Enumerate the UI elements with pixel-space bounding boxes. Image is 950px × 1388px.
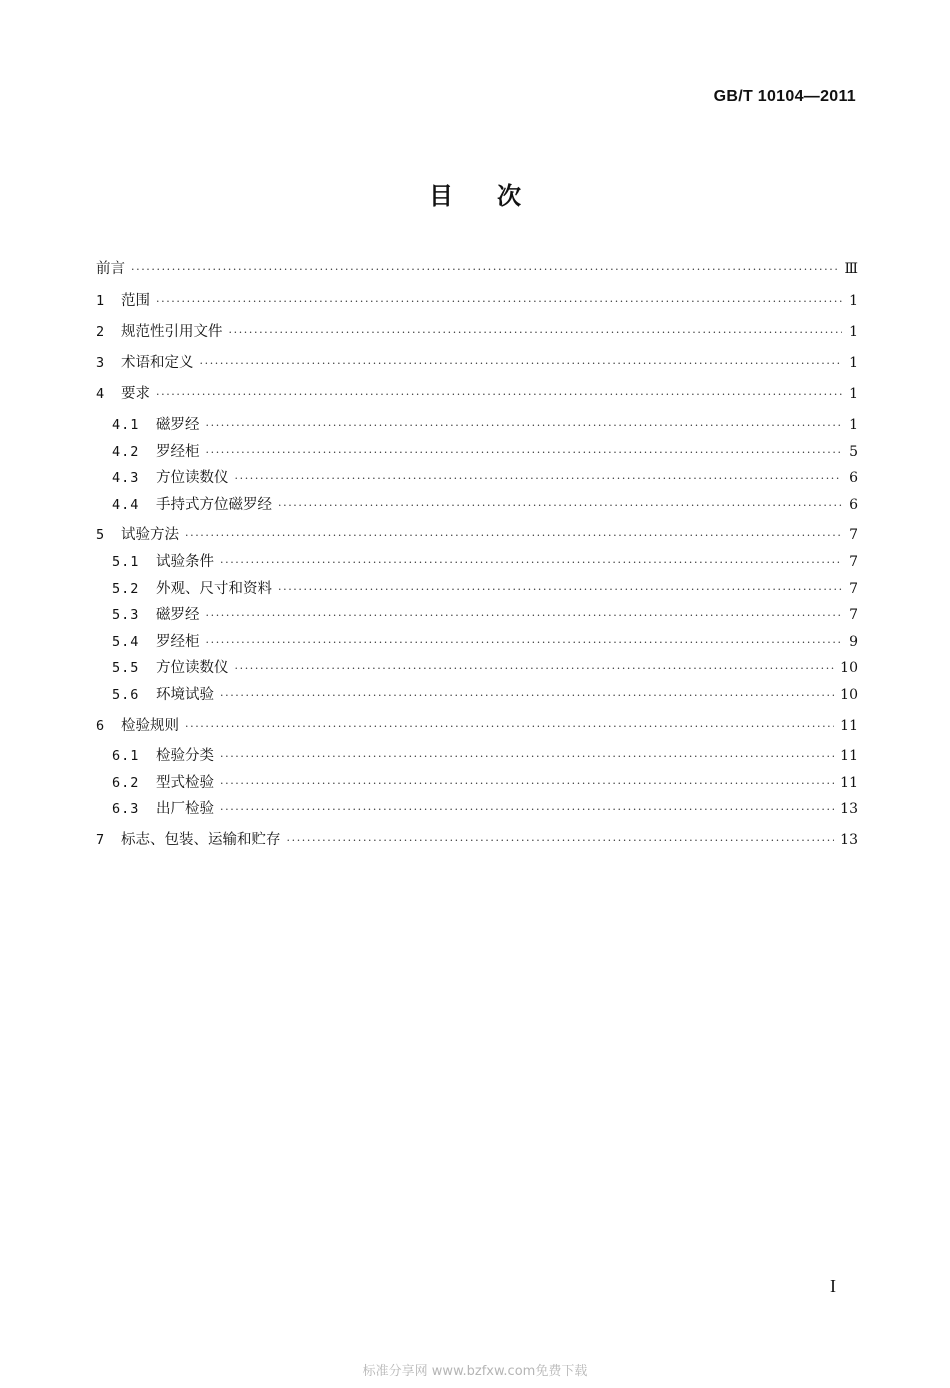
toc-entry-number: 5.6 (112, 687, 140, 703)
toc-entry-number: 6.3 (112, 801, 140, 817)
toc-entry[interactable] (96, 828, 858, 854)
toc-entry[interactable] (96, 523, 858, 549)
watermark-text: 标准分享网 www.bzfxw.com免费下载 (362, 1364, 588, 1379)
toc-entry-page: 7 (849, 527, 858, 543)
toc-entry-number: 4.2 (112, 444, 140, 460)
page-title: 目次 (429, 182, 565, 210)
toc-entry-label: 方位读数仪 (156, 470, 229, 486)
toc-entry-page: 13 (840, 801, 858, 817)
toc-entry-label: 方位读数仪 (156, 660, 229, 676)
toc-leader-dots (278, 499, 842, 512)
toc-entry-page: 1 (849, 324, 858, 340)
toc-entry-label: 术语和定义 (121, 355, 194, 371)
toc-entry-number: 6.2 (112, 775, 140, 791)
toc-entry-page: 1 (849, 355, 858, 371)
toc-entry[interactable] (112, 744, 858, 770)
toc-entry[interactable] (96, 351, 858, 377)
toc-entry-label: 标志、包装、运输和贮存 (121, 832, 281, 848)
toc-entry[interactable] (112, 493, 858, 519)
toc-entry-label: 前言 (96, 261, 125, 277)
toc-leader-dots (229, 326, 843, 339)
toc-entry-label: 罗经柜 (156, 634, 200, 650)
toc-entry-page: 6 (849, 497, 858, 513)
toc-leader-dots (220, 750, 834, 763)
toc-leader-dots (220, 777, 834, 790)
toc-entry[interactable] (112, 577, 858, 603)
toc-entry-number: 6.1 (112, 748, 140, 764)
toc-entry[interactable] (112, 440, 858, 466)
toc-leader-dots (220, 556, 842, 569)
toc-entry-number: 5.5 (112, 660, 140, 676)
toc-entry-label: 手持式方位磁罗经 (156, 497, 272, 513)
toc-entry[interactable] (96, 320, 858, 346)
toc-entry-label: 试验方法 (121, 527, 179, 543)
toc-entry[interactable] (112, 413, 858, 439)
toc-leader-dots (206, 446, 843, 459)
toc-entry-label: 试验条件 (156, 554, 214, 570)
toc-entry[interactable] (112, 683, 858, 709)
toc-entry-page: Ⅲ (844, 261, 858, 277)
toc-entry-label: 出厂检验 (156, 801, 214, 817)
toc-leader-dots (200, 357, 843, 370)
toc-entry-page: 5 (849, 444, 858, 460)
toc-entry[interactable] (112, 771, 858, 797)
toc-entry-number: 4.4 (112, 497, 140, 513)
toc-entry-page: 1 (849, 293, 858, 309)
toc-entry[interactable] (96, 382, 858, 408)
toc-entry-number: 5 (96, 527, 105, 543)
toc-entry-number: 4.1 (112, 417, 140, 433)
toc-entry[interactable] (96, 257, 858, 283)
toc-entry-number: 5.1 (112, 554, 140, 570)
toc-leader-dots (206, 419, 843, 432)
toc-leader-dots (131, 263, 838, 276)
toc-entry[interactable] (112, 797, 858, 823)
toc-entry-label: 规范性引用文件 (121, 324, 223, 340)
toc-entry-page: 11 (840, 718, 858, 734)
toc-leader-dots (220, 803, 834, 816)
toc-entry-number: 4 (96, 386, 105, 402)
toc-entry-page: 11 (840, 748, 858, 764)
toc-entry-number: 3 (96, 355, 105, 371)
toc-entry-label: 型式检验 (156, 775, 214, 791)
standard-code: GB/T 10104—2011 (713, 88, 856, 105)
toc-entry-label: 环境试验 (156, 687, 214, 703)
toc-leader-dots (185, 529, 842, 542)
toc-entry-number: 2 (96, 324, 105, 340)
toc-entry-page: 7 (849, 581, 858, 597)
toc-entry-number: 4.3 (112, 470, 140, 486)
toc-entry-label: 检验分类 (156, 748, 214, 764)
toc-entry-label: 检验规则 (121, 718, 179, 734)
toc-entry-number: 1 (96, 293, 105, 309)
toc-entry-label: 磁罗经 (156, 417, 200, 433)
toc-leader-dots (206, 609, 843, 622)
toc-leader-dots (287, 834, 835, 847)
toc-entry-number: 7 (96, 832, 105, 848)
toc-entry-number: 6 (96, 718, 105, 734)
toc-entry-page: 7 (849, 607, 858, 623)
toc-entry[interactable] (112, 656, 858, 682)
toc-leader-dots (278, 583, 842, 596)
toc-entry[interactable] (96, 714, 858, 740)
toc-entry-number: 5.3 (112, 607, 140, 623)
toc-entry-page: 6 (849, 470, 858, 486)
toc-leader-dots (220, 689, 834, 702)
toc-leader-dots (235, 662, 835, 675)
toc-entry-label: 范围 (121, 293, 150, 309)
toc-leader-dots (206, 636, 843, 649)
toc-entry[interactable] (112, 550, 858, 576)
toc-entry-page: 9 (849, 634, 858, 650)
toc-entry-page: 10 (840, 687, 858, 703)
toc-entry-number: 5.2 (112, 581, 140, 597)
page-number: I (830, 1276, 836, 1296)
toc-entry-page: 13 (840, 832, 858, 848)
toc-entry-page: 7 (849, 554, 858, 570)
toc-entry-label: 外观、尺寸和资料 (156, 581, 272, 597)
toc-leader-dots (156, 295, 842, 308)
toc-entry[interactable] (112, 603, 858, 629)
toc-leader-dots (156, 388, 842, 401)
toc-leader-dots (235, 472, 843, 485)
toc-entry[interactable] (112, 630, 858, 656)
toc-entry[interactable] (96, 289, 858, 315)
toc-entry-page: 11 (840, 775, 858, 791)
toc-entry-number: 5.4 (112, 634, 140, 650)
toc-entry[interactable] (112, 466, 858, 492)
toc-leader-dots (185, 720, 834, 733)
toc-entry-page: 1 (849, 386, 858, 402)
toc-entry-label: 磁罗经 (156, 607, 200, 623)
toc-entry-page: 10 (840, 660, 858, 676)
toc-entry-page: 1 (849, 417, 858, 433)
toc-entry-label: 要求 (121, 386, 150, 402)
toc-entry-label: 罗经柜 (156, 444, 200, 460)
